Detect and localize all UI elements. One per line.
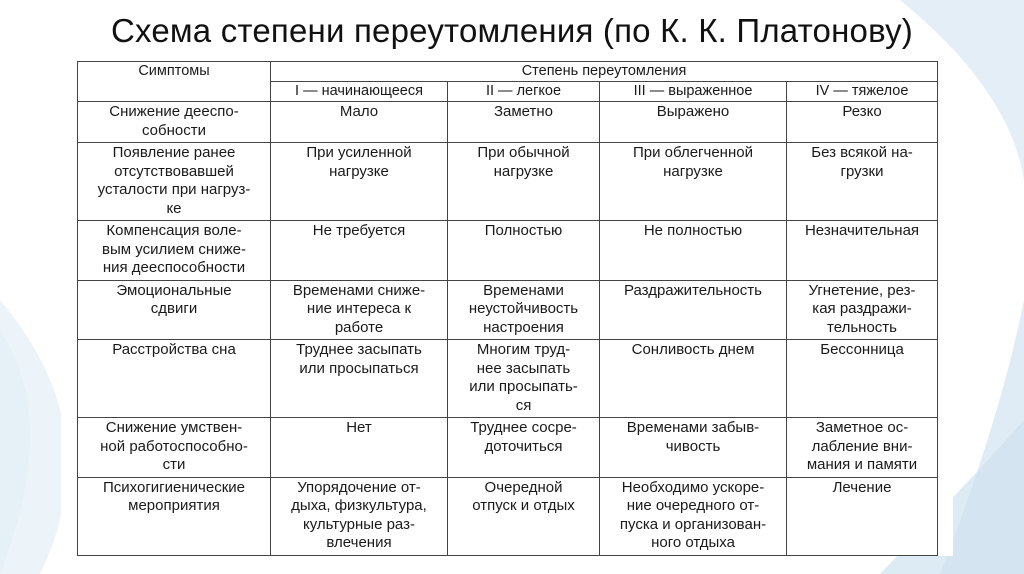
table-cell: Многим труд- нее засыпать или просыпать- ся	[448, 340, 600, 418]
left-wave-shape-light	[0, 300, 67, 574]
table-cell: Временами забыв- чивость	[600, 418, 787, 478]
table-cell: Мало	[271, 102, 448, 143]
table-cell: Временами сниже- ние интереса к работе	[271, 280, 448, 340]
table-row	[78, 340, 938, 418]
table-row	[78, 418, 938, 478]
table-cell: Не полностью	[600, 221, 787, 281]
symptom-cell: Снижение дееспо- собности	[78, 102, 271, 143]
table-cell: Упорядочение от- дыха, физкультура, культурные раз- влечения	[271, 477, 448, 555]
table-cell: Заметно	[448, 102, 600, 143]
table-cell: При облегченной нагрузке	[600, 143, 787, 221]
table-cell: Не требуется	[271, 221, 448, 281]
header-degree-3: III — выраженное	[600, 82, 787, 102]
table-cell: Труднее сосре- доточиться	[448, 418, 600, 478]
table-cell: Раздражительность	[600, 280, 787, 340]
table-cell: Бессонница	[787, 340, 938, 418]
symptom-cell: Появление ранее отсутствовавшей усталости при нагруз- ке	[78, 143, 271, 221]
header-degree: Степень переутомления	[271, 62, 938, 82]
table-cell: Заметное ос- лабление вни- мания и памяти	[787, 418, 938, 478]
table-cell: При усиленной нагрузке	[271, 143, 448, 221]
table-container	[61, 55, 953, 556]
table-cell: Угнетение, рез- кая раздражи- тельность	[787, 280, 938, 340]
symptom-cell: Снижение умствен- ной работоспособно- сти	[78, 418, 271, 478]
header-symptoms: Симптомы	[78, 62, 271, 102]
symptom-cell: Психогигиенические мероприятия	[78, 477, 271, 555]
table-cell: Труднее засыпать или просыпаться	[271, 340, 448, 418]
table-row	[78, 221, 938, 281]
table-cell: Очередной отпуск и отдых	[448, 477, 600, 555]
slide-title: Схема степени переутомления (по К. К. Платонову)	[111, 12, 913, 49]
table-cell: При обычной нагрузке	[448, 143, 600, 221]
table-cell: Временами неустойчивость настроения	[448, 280, 600, 340]
table-cell: Лечение	[787, 477, 938, 555]
table-cell: Сонливость днем	[600, 340, 787, 418]
header-degree-4: IV — тяжелое	[787, 82, 938, 102]
header-degree-2: II — легкое	[448, 82, 600, 102]
table-cell: Незначительная	[787, 221, 938, 281]
symptom-cell: Эмоциональные сдвиги	[78, 280, 271, 340]
symptom-cell: Компенсация воле- вым усилием сниже- ния дееспособности	[78, 221, 271, 281]
table-row	[78, 280, 938, 340]
table-cell: Нет	[271, 418, 448, 478]
table-cell: Необходимо ускоре- ние очередного от- пуска и организован- ного отдыха	[600, 477, 787, 555]
header-row-main	[78, 62, 938, 82]
table-row	[78, 143, 938, 221]
table-cell: Выражено	[600, 102, 787, 143]
table-row	[78, 102, 938, 143]
table-cell: Без всякой на- грузки	[787, 143, 938, 221]
header-degree-1: I — начинающееся	[271, 82, 448, 102]
fatigue-degree-table	[77, 61, 938, 556]
table-row	[78, 477, 938, 555]
symptom-cell: Расстройства сна	[78, 340, 271, 418]
table-cell: Полностью	[448, 221, 600, 281]
table-cell: Резко	[787, 102, 938, 143]
